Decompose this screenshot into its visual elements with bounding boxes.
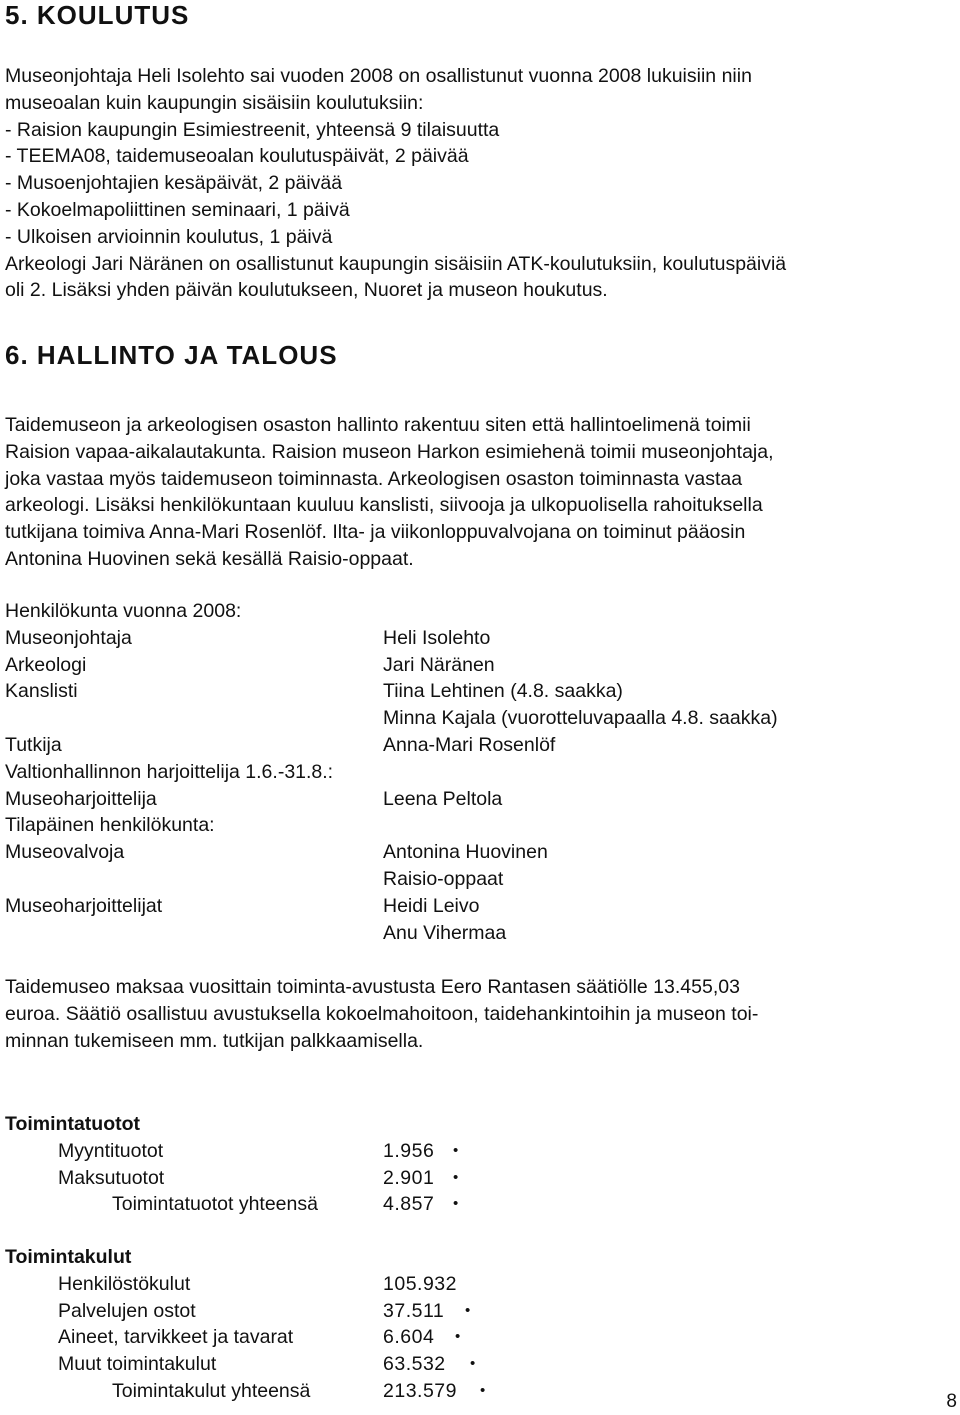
staff-role: Museoharjoittelijat [5, 894, 163, 917]
text-line: oli 2. Lisäksi yhden päivän koulutukseen, Nuoret ja museon houkutus. [5, 279, 608, 302]
staff-role: Museoharjoittelija [5, 787, 157, 810]
staff-role: Kanslisti [5, 680, 78, 703]
list-item: - Raision kaupungin Esimiestreenit, yhteensä 9 tilaisuutta [5, 118, 500, 141]
income-value: 1.956 [383, 1139, 435, 1162]
staff-name: Jari Näränen [383, 653, 495, 676]
costs-title: Toimintakulut [5, 1246, 132, 1268]
costs-value: 37.511 [383, 1299, 445, 1322]
text-line: Taidemuseon ja arkeologisen osaston hallinto rakentuu siten että hallintoelimenä toimii [5, 414, 751, 436]
income-total-label: Toimintatuotot yhteensä [112, 1193, 318, 1216]
staff-role: Museovalvoja [5, 841, 125, 864]
costs-value: 6.604 [383, 1326, 435, 1349]
income-table [5, 1111, 605, 1218]
staff-row [5, 705, 905, 732]
income-title: Toimintatuotot [5, 1113, 141, 1135]
costs-value: 63.532 [383, 1353, 446, 1376]
staff-name: Heli Isolehto [383, 626, 491, 649]
income-total-value: 4.857 [383, 1193, 435, 1216]
staff-row [5, 893, 905, 920]
text-line: tutkijana toimiva Anna-Mari Rosenlöf. Ilta- ja viikonloppuvalvojana on toiminut pääosin [5, 521, 746, 544]
staff-name: Antonina Huovinen [383, 841, 548, 864]
section-5-heading: 5. KOULUTUS [5, 0, 190, 30]
costs-row [5, 1298, 605, 1325]
income-label: Myyntituotot [58, 1139, 164, 1162]
staff-row [5, 866, 905, 893]
costs-total-row [5, 1378, 605, 1405]
staff-name: Raisio-oppaat [383, 867, 504, 890]
bullet-mark: • [470, 1355, 476, 1373]
section-6-heading: 6. HALLINTO JA TALOUS [5, 340, 338, 370]
costs-label: Aineet, tarvikkeet ja tavarat [58, 1326, 294, 1349]
staff-row [5, 759, 905, 786]
text-line: joka vastaa myös taidemuseon toiminnasta. Arkeologisen osaston toiminnasta vastaa [5, 467, 743, 490]
staff-row [5, 920, 905, 947]
staff-name: Leena Peltola [383, 787, 503, 810]
income-row [5, 1165, 605, 1192]
staff-row [5, 625, 905, 652]
costs-label: Palvelujen ostot [58, 1299, 196, 1322]
costs-total-label: Toimintakulut yhteensä [112, 1379, 311, 1402]
list-item: - Musoenjohtajien kesäpäivät, 2 päivää [5, 172, 343, 195]
text-line: Antonina Huovinen sekä kesällä Raisio-oppaat. [5, 547, 414, 570]
text-line: minnan tukemiseen mm. tutkijan palkkaamisella. [5, 1029, 424, 1052]
costs-label: Muut toimintakulut [58, 1353, 217, 1376]
staff-row [5, 652, 905, 679]
costs-table [5, 1244, 605, 1405]
income-row [5, 1138, 605, 1165]
text-line: Raision vapaa-aikalautakunta. Raision museon Harkon esimiehenä toimii museonjohtaja, [5, 440, 774, 463]
costs-total-value: 213.579 [383, 1379, 457, 1402]
income-label: Maksutuotot [58, 1166, 165, 1189]
costs-row [5, 1351, 605, 1378]
bullet-mark: • [453, 1195, 459, 1213]
bullet-mark: • [465, 1301, 471, 1319]
list-item: - Ulkoisen arvioinnin koulutus, 1 päivä [5, 225, 333, 248]
staff-role: Tilapäinen henkilökunta: [5, 814, 215, 837]
staff-role: Arkeologi [5, 653, 87, 676]
bullet-mark: • [453, 1141, 459, 1159]
section-5-body [5, 63, 925, 304]
staff-list [5, 598, 905, 946]
text-line: euroa. Säätiö osallistuu avustuksella kokoelmahoitoon, taidehankintoihin ja museon toi- [5, 1002, 759, 1025]
staff-role: Valtionhallinnon harjoittelija 1.6.-31.8.: [5, 760, 334, 783]
section-6-body [5, 412, 905, 573]
costs-label: Henkilöstökulut [58, 1272, 191, 1295]
staff-name: Anna-Mari Rosenlöf [383, 733, 556, 756]
text-line: Taidemuseo maksaa vuosittain toiminta-avustusta Eero Rantasen säätiölle 13.455,03 [5, 976, 740, 998]
staff-row [5, 812, 905, 839]
costs-row [5, 1324, 605, 1351]
list-item: - Kokoelmapoliittinen seminaari, 1 päivä [5, 198, 350, 221]
text-line: Arkeologi Jari Näränen on osallistunut kaupungin sisäisiin ATK-koulutuksiin, koulutuspäiviä [5, 252, 787, 275]
costs-row [5, 1271, 605, 1298]
income-total-row [5, 1191, 605, 1218]
staff-row [5, 732, 905, 759]
text-line: Museonjohtaja Heli Isolehto sai vuoden 2008 on osallistunut vuonna 2008 lukuisiin niin [5, 65, 752, 87]
staff-role: Tutkija [5, 733, 62, 756]
page-number: 8 [946, 1391, 957, 1412]
staff-name: Tiina Lehtinen (4.8. saakka) [383, 680, 623, 703]
list-item: - TEEMA08, taidemuseoalan koulutuspäivät, 2 päivää [5, 145, 469, 168]
staff-name: Anu Vihermaa [383, 921, 507, 944]
funding-paragraph [5, 974, 905, 1054]
bullet-mark: • [480, 1381, 486, 1399]
text-line: arkeologi. Lisäksi henkilökuntaan kuuluu kanslisti, siivooja ja ulkopuolisella rahoituksella [5, 494, 763, 517]
staff-row [5, 678, 905, 705]
costs-value: 105.932 [383, 1272, 457, 1295]
staff-name: Heidi Leivo [383, 894, 480, 917]
text-line: museoalan kuin kaupungin sisäisiin koulutuksiin: [5, 91, 424, 114]
staff-row [5, 839, 905, 866]
bullet-mark: • [453, 1168, 459, 1186]
staff-name: Minna Kajala (vuorotteluvapaalla 4.8. saakka) [383, 707, 778, 730]
bullet-mark: • [455, 1328, 461, 1346]
staff-heading: Henkilökunta vuonna 2008: [5, 600, 242, 622]
staff-row [5, 786, 905, 813]
income-value: 2.901 [383, 1166, 435, 1189]
staff-role: Museonjohtaja [5, 626, 132, 649]
